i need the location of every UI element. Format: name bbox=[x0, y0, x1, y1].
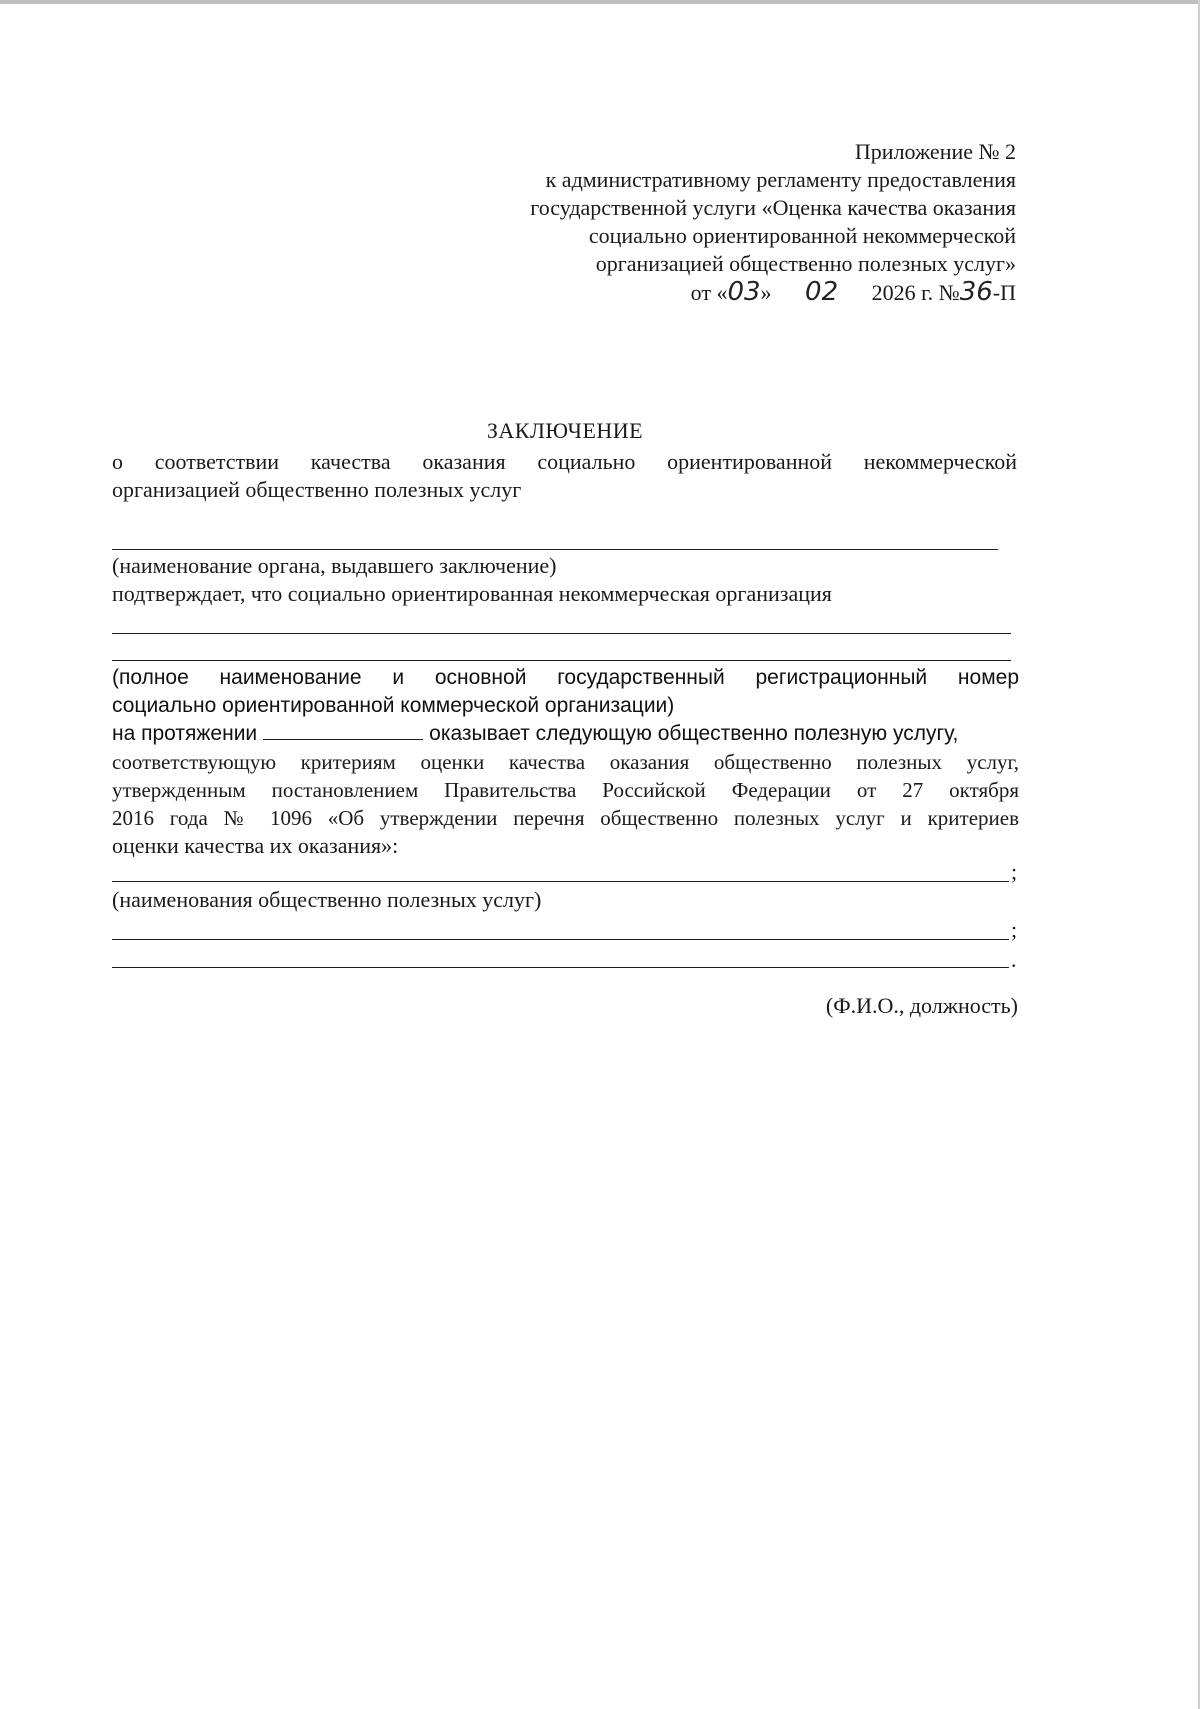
document-title: ЗАКЛЮЧЕНИЕ bbox=[486, 418, 644, 443]
service-blank-line-1 bbox=[112, 881, 1009, 882]
handwritten-month: 02 bbox=[805, 277, 839, 307]
criteria-line-2: утвержденным постановлением Правительства Российской Федерации от 27 октября bbox=[112, 778, 1019, 802]
criteria-line-4: оценки качества их оказания»: bbox=[112, 833, 399, 858]
during-suffix: оказывает следующую общественно полезную услугу, bbox=[429, 722, 959, 745]
organization-blank-line-1 bbox=[112, 633, 1011, 634]
period-blank bbox=[263, 721, 423, 740]
handwritten-day: 03 bbox=[727, 277, 761, 307]
subtitle-line-2: организацией общественно полезных услуг bbox=[112, 477, 522, 502]
services-caption: (наименования общественно полезных услуг) bbox=[112, 887, 542, 912]
scan-top-edge bbox=[0, 0, 1200, 4]
date-day-close: » bbox=[760, 280, 772, 305]
appendix-number: Приложение № 2 bbox=[854, 139, 1016, 164]
subtitle-line-1: о соответствии качества оказания социально ориентированной некоммерческой bbox=[112, 449, 1017, 474]
service-blank-line-2 bbox=[112, 939, 1009, 940]
handwritten-number: 36 bbox=[959, 277, 993, 307]
organ-name-blank-line bbox=[112, 549, 998, 550]
final-period: . bbox=[1011, 947, 1017, 972]
during-prefix: на протяжении bbox=[112, 722, 258, 745]
appendix-reference-line-3: государственной услуги «Оценка качества оказания bbox=[530, 195, 1016, 220]
appendix-reference-line-5: организацией общественно полезных услуг» bbox=[595, 251, 1016, 276]
semicolon-1: ; bbox=[1011, 859, 1018, 884]
organ-caption: (наименование органа, выдавшего заключение) bbox=[112, 553, 557, 578]
confirms-text: подтверждает, что социально ориентированная некоммерческая организация bbox=[112, 581, 832, 606]
full-name-caption-line-1: (полное наименование и основной государственный регистрационный номер bbox=[112, 666, 1019, 689]
criteria-line-1: соответствующую критериям оценки качества оказания общественно полезных услуг, bbox=[112, 750, 1019, 774]
number-suffix: -П bbox=[992, 280, 1016, 305]
signature-caption: (Ф.И.О., должность) bbox=[825, 993, 1018, 1018]
date-prefix: от « bbox=[690, 280, 728, 305]
semicolon-2: ; bbox=[1011, 917, 1018, 942]
appendix-reference-line-4: социально ориентированной некоммерческой bbox=[588, 223, 1016, 248]
service-blank-line-3 bbox=[112, 967, 1009, 968]
appendix-reference-line-2: к административному регламенту предоставления bbox=[545, 167, 1016, 192]
appendix-header bbox=[530, 138, 1016, 307]
during-line bbox=[112, 720, 958, 748]
appendix-date-line bbox=[530, 278, 1016, 307]
organization-blank-line-2 bbox=[112, 660, 1011, 661]
date-year: 2026 г. № bbox=[871, 280, 960, 305]
criteria-line-3: 2016 года № 1096 «Об утверждении перечня общественно полезных услуг и критериев bbox=[112, 806, 1019, 830]
full-name-caption-line-2: социально ориентированной коммерческой организации) bbox=[112, 694, 675, 717]
